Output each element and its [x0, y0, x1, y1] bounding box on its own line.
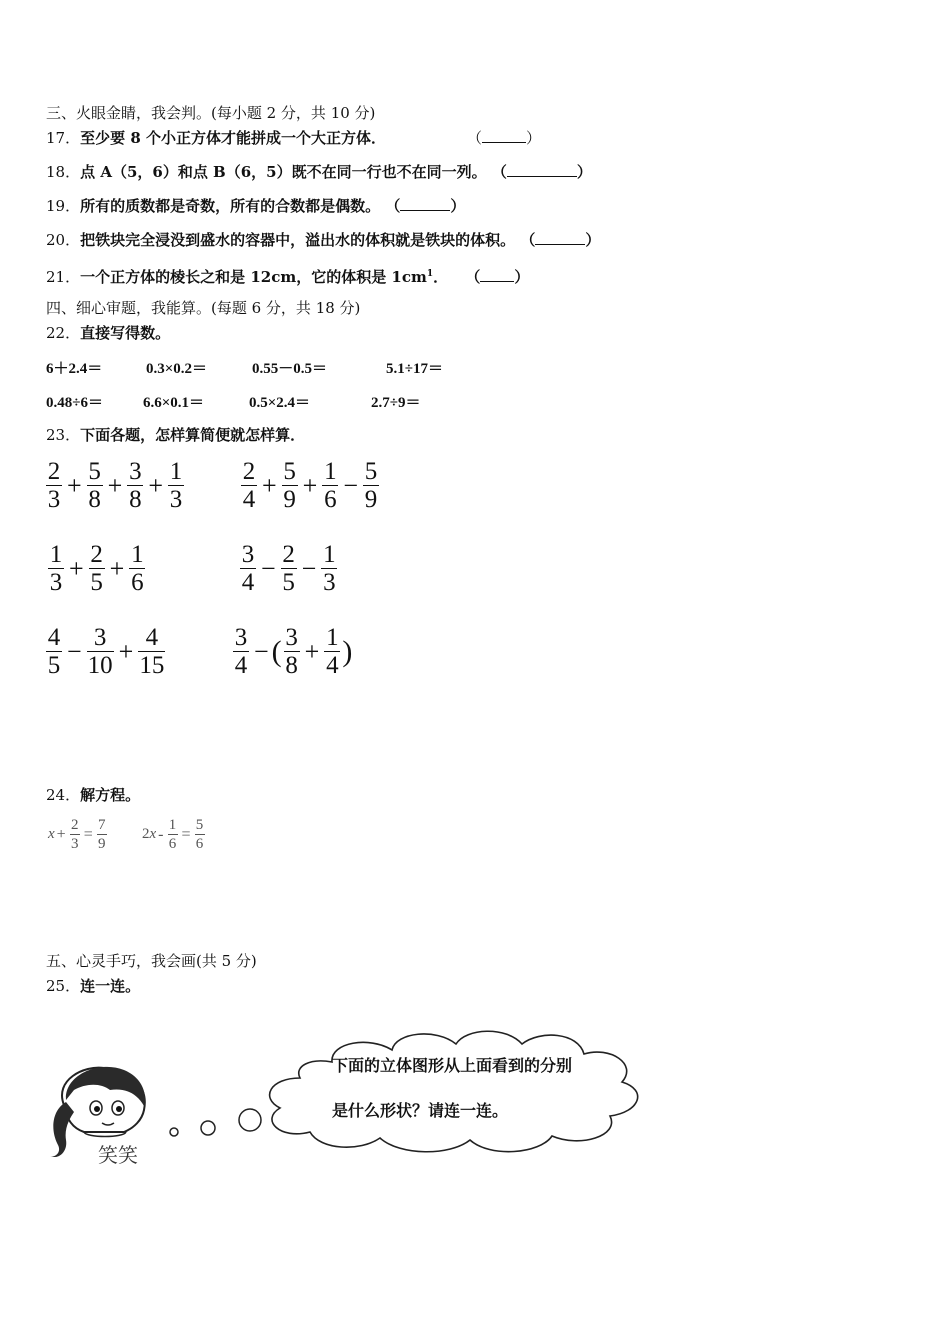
q17-answer[interactable]: （ ）	[467, 129, 542, 147]
calc-item: 5.1÷17＝	[386, 361, 443, 377]
thought-dot-small-icon	[170, 1128, 178, 1136]
calc-item: 6.6×0.1＝	[143, 395, 205, 411]
q18-answer[interactable]: （ ）	[491, 163, 592, 181]
q21-number: 21．	[46, 268, 81, 286]
expression-6: $\frac{3}{4}$ − ( $\frac{3}{8}$ + $\frac{1}{4}$ )	[234, 624, 353, 679]
thought-dot-medium-icon	[201, 1121, 215, 1135]
expression-5: $\frac{4}{5}$ − $\frac{3}{10}$ + $\frac{4}{15}$	[47, 624, 165, 679]
cloud-icon	[270, 1031, 638, 1152]
q18-number: 18．	[46, 163, 81, 181]
calc-item: 0.48÷6＝	[46, 395, 103, 411]
expression-3: $\frac{1}{3}$ + $\frac{2}{5}$ + $\frac{1}{6}$	[49, 541, 144, 596]
question-25	[46, 976, 140, 996]
q24-text: 解方程。	[80, 786, 141, 804]
q25-text: 连一连。	[80, 977, 141, 995]
q21-tail: ．	[433, 268, 449, 286]
q21-text: 一个正方体的棱长之和是 12cm，它的体积是 1cm	[80, 268, 427, 286]
calc-item: 0.55－0.5＝	[252, 361, 328, 377]
q21-answer[interactable]: （ ）	[465, 268, 530, 286]
calc-item: 0.3×0.2＝	[146, 361, 208, 377]
girl-illustration	[44, 1060, 164, 1170]
q19-text: 所有的质数都是奇数，所有的合数都是偶数。	[80, 197, 381, 215]
q20-answer[interactable]: （ ）	[520, 231, 601, 249]
q19-number: 19．	[46, 197, 81, 215]
q22-number: 22．	[46, 324, 81, 342]
question-18	[46, 162, 592, 182]
expression-1: $\frac{2}{3}$ + $\frac{5}{8}$ + $\frac{3}{8}$ + $\frac{1}{3}$	[47, 458, 183, 513]
calc-item: 2.7÷9＝	[371, 395, 421, 411]
q21-superscript: 1	[426, 269, 434, 279]
q19-answer[interactable]: （ ）	[385, 197, 466, 215]
calc-item: 0.5×2.4＝	[249, 395, 311, 411]
bubble-text-line2: 是什么形状？请连一连。	[332, 1101, 509, 1120]
q24-number: 24．	[46, 786, 81, 804]
question-20	[46, 230, 600, 250]
equation-2: 2 x - $\frac{1}{6}$ = $\frac{5}{6}$	[142, 817, 204, 852]
section5-header: 五、心灵手巧，我会画(共 5 分)	[46, 952, 257, 970]
q25-number: 25．	[46, 977, 81, 995]
section3-header: 三、火眼金睛，我会判。(每小题 2 分，共 10 分)	[46, 104, 376, 122]
question-22	[46, 323, 170, 343]
q22-text: 直接写得数。	[80, 324, 171, 342]
equation-1: x + $\frac{2}{3}$ = $\frac{7}{9}$	[48, 817, 106, 852]
q17-text: 至少要 8 个小正方体才能拼成一个大正方体．	[80, 129, 386, 147]
q23-number: 23．	[46, 426, 81, 444]
question-21	[46, 264, 529, 287]
character-label: 笑笑	[98, 1143, 138, 1167]
calc-item: 6＋2.4＝	[46, 361, 103, 377]
q18-text: 点 A（5，6）和点 B（6，5）既不在同一行也不在同一列。	[80, 163, 487, 181]
question-23	[46, 425, 305, 445]
question-24	[46, 785, 140, 805]
question-17	[46, 128, 386, 148]
thought-bubble	[160, 1020, 700, 1180]
section4-header: 四、细心审题，我能算。(每题 6 分，共 18 分)	[46, 299, 361, 317]
q20-number: 20．	[46, 231, 81, 249]
expression-2: $\frac{2}{4}$ + $\frac{5}{9}$ + $\frac{1}{6}$ − $\frac{5}{9}$	[242, 458, 378, 513]
q17-number: 17．	[46, 129, 81, 147]
thought-dot-large-icon	[239, 1109, 261, 1131]
q20-text: 把铁块完全浸没到盛水的容器中，溢出水的体积就是铁块的体积。	[80, 231, 516, 249]
bubble-text-line1: 下面的立体图形从上面看到的分别	[332, 1056, 573, 1075]
question-19	[46, 196, 465, 216]
q23-text: 下面各题，怎样算简便就怎样算．	[80, 426, 306, 444]
expression-4: $\frac{3}{4}$ − $\frac{2}{5}$ − $\frac{1}{3}$	[241, 541, 336, 596]
